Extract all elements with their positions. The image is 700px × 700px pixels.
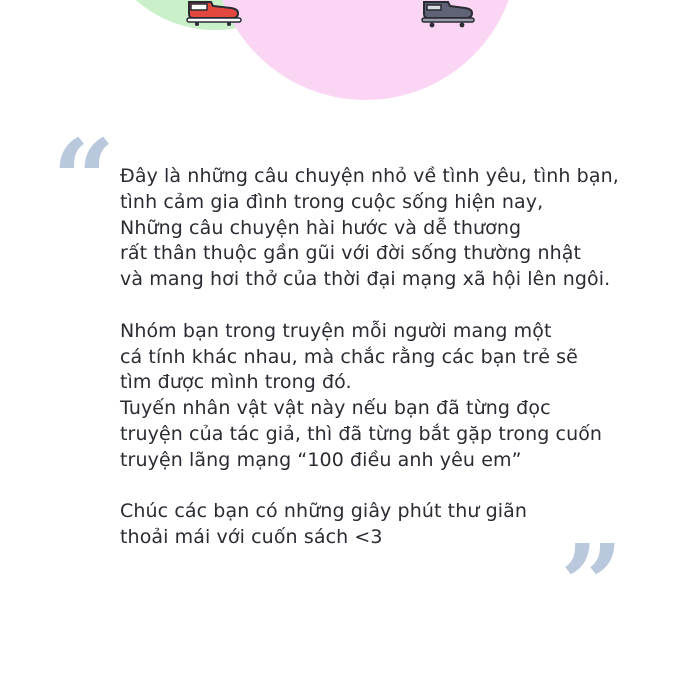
- text-line: tìm được mình trong đó.: [120, 371, 352, 394]
- text-line: tình cảm gia đình trong cuộc sống hiện nay,: [120, 190, 544, 213]
- text-line: rất thân thuộc gần gũi với đời sống thường nhật: [120, 242, 582, 265]
- close-quote-mark: ”: [560, 520, 624, 649]
- paragraph-3: [120, 499, 680, 551]
- quote-text: [120, 164, 680, 577]
- text-line: Nhóm bạn trong truyện mỗi người mang một: [120, 319, 552, 342]
- gray-roller-skate-icon: [418, 0, 478, 28]
- text-line: thoải mái với cuốn sách <3: [120, 526, 383, 549]
- text-line: Chúc các bạn có những giây phút thư giãn: [120, 500, 528, 523]
- paragraph-1: [120, 164, 680, 293]
- text-line: cá tính khác nhau, mà chắc rằng các bạn trẻ sẽ: [120, 345, 578, 368]
- paragraph-2: [120, 319, 680, 474]
- text-line: Đây là những câu chuyện nhỏ về tình yêu, tình bạn,: [120, 165, 619, 187]
- red-roller-skate-icon: [183, 0, 243, 26]
- text-line: và mang hơi thở của thời đại mạng xã hội lên ngôi.: [120, 268, 611, 291]
- text-line: truyện của tác giả, thì đã từng bắt gặp trong cuốn: [120, 422, 603, 445]
- open-quote-mark: “: [52, 115, 116, 244]
- text-line: Những câu chuyện hài hước và dễ thương: [120, 216, 522, 239]
- text-line: Tuyến nhân vật vật này nếu bạn đã từng đọc: [120, 397, 551, 420]
- text-line: truyện lãng mạng “100 điều anh yêu em”: [120, 448, 522, 471]
